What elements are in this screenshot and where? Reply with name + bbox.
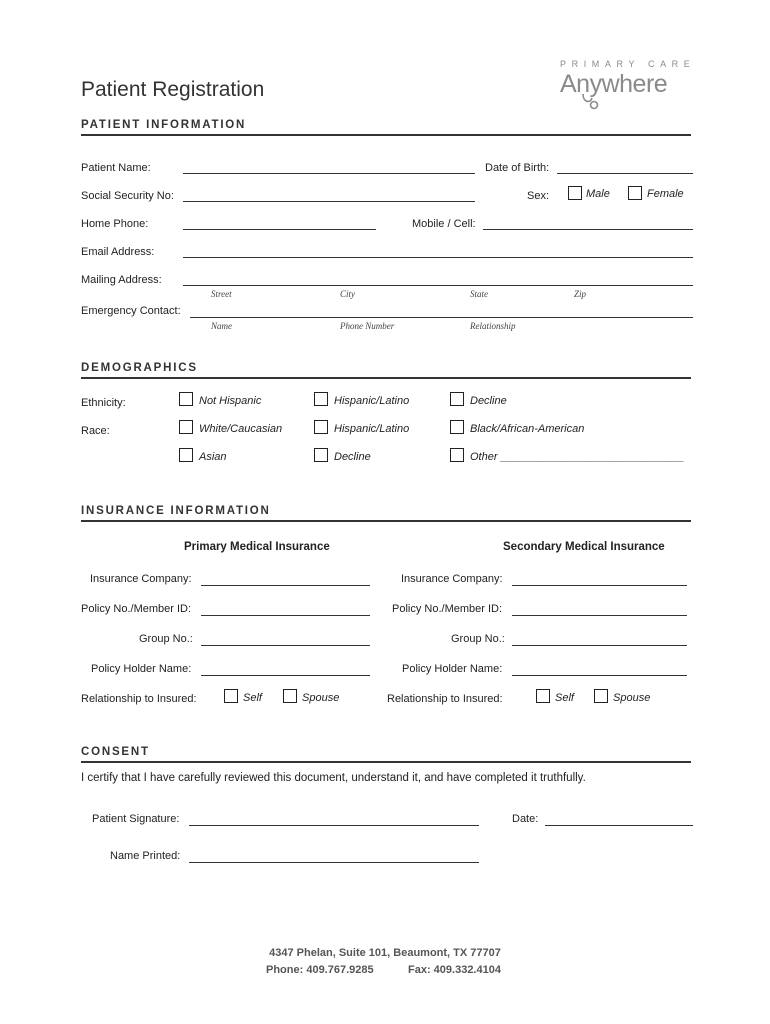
section-rule	[81, 761, 691, 763]
sex-label: Sex:	[527, 190, 550, 202]
secondary-group-field[interactable]	[512, 645, 687, 646]
race-label: Race:	[81, 425, 110, 437]
hispanic-checkbox[interactable]	[314, 392, 328, 406]
footer-fax: Fax: 409.332.4104	[408, 964, 501, 976]
email-label: Email Address:	[81, 246, 155, 258]
secondary-insurance-heading: Secondary Medical Insurance	[503, 541, 665, 553]
other-label: Other ______________________________	[470, 451, 685, 463]
primary-policy-field[interactable]	[201, 615, 370, 616]
primary-group-field[interactable]	[201, 645, 370, 646]
primary-relationship-label: Relationship to Insured:	[81, 693, 197, 705]
secondary-company-field[interactable]	[512, 585, 687, 586]
zip-caption: Zip	[574, 289, 587, 299]
section-rule	[81, 134, 691, 136]
section-heading-demographics: DEMOGRAPHICS	[81, 362, 198, 374]
primary-self-checkbox[interactable]	[224, 689, 238, 703]
logo-tagline: PRIMARY CARE	[560, 59, 696, 69]
hispanic-label: Hispanic/Latino	[334, 395, 410, 407]
city-caption: City	[340, 289, 355, 299]
primary-insurance-heading: Primary Medical Insurance	[184, 541, 330, 553]
black-checkbox[interactable]	[450, 420, 464, 434]
secondary-group-label: Group No.:	[451, 633, 505, 645]
section-heading-insurance: INSURANCE INFORMATION	[81, 505, 271, 517]
patient-name-field[interactable]	[183, 173, 475, 174]
consent-date-field[interactable]	[545, 825, 693, 826]
ethnicity-label: Ethnicity:	[81, 397, 126, 409]
page-title: Patient Registration	[81, 78, 265, 101]
dob-label: Date of Birth:	[485, 162, 550, 174]
secondary-spouse-label: Spouse	[613, 692, 651, 704]
mailing-field[interactable]	[183, 285, 693, 286]
secondary-holder-field[interactable]	[512, 675, 687, 676]
state-caption: State	[470, 289, 488, 299]
stethoscope-icon	[580, 92, 604, 112]
race-decline-label: Decline	[334, 451, 371, 463]
primary-holder-label: Policy Holder Name:	[91, 663, 192, 675]
patient-name-label: Patient Name:	[81, 162, 151, 174]
secondary-self-label: Self	[555, 692, 574, 704]
name-printed-label: Name Printed:	[110, 850, 181, 862]
white-checkbox[interactable]	[179, 420, 193, 434]
consent-statement: I certify that I have carefully reviewed this document, understand it, and have completed it truthfully.	[81, 772, 586, 784]
footer-address: 4347 Phelan, Suite 101, Beaumont, TX 77707	[269, 947, 501, 959]
secondary-policy-label: Policy No./Member ID:	[392, 603, 503, 615]
black-label: Black/African-American	[470, 423, 585, 435]
primary-spouse-label: Spouse	[302, 692, 340, 704]
ec-name-caption: Name	[211, 321, 232, 331]
mailing-label: Mailing Address:	[81, 274, 162, 286]
section-heading-patient: PATIENT INFORMATION	[81, 119, 247, 131]
mobile-field[interactable]	[483, 229, 693, 230]
secondary-self-checkbox[interactable]	[536, 689, 550, 703]
male-label: Male	[586, 188, 610, 200]
primary-group-label: Group No.:	[139, 633, 193, 645]
emergency-label: Emergency Contact:	[81, 305, 181, 317]
email-field[interactable]	[183, 257, 693, 258]
section-rule	[81, 377, 691, 379]
secondary-company-label: Insurance Company:	[401, 573, 503, 585]
signature-field[interactable]	[189, 825, 479, 826]
secondary-policy-field[interactable]	[512, 615, 687, 616]
female-checkbox[interactable]	[628, 186, 642, 200]
female-label: Female	[647, 188, 684, 200]
ec-phone-caption: Phone Number	[340, 321, 395, 331]
name-printed-field[interactable]	[189, 862, 479, 863]
street-caption: Street	[211, 289, 232, 299]
signature-label: Patient Signature:	[92, 813, 180, 825]
mobile-label: Mobile / Cell:	[412, 218, 476, 230]
secondary-spouse-checkbox[interactable]	[594, 689, 608, 703]
white-label: White/Caucasian	[199, 423, 283, 435]
section-rule	[81, 520, 691, 522]
dob-field[interactable]	[557, 173, 693, 174]
primary-policy-label: Policy No./Member ID:	[81, 603, 192, 615]
race-hispanic-checkbox[interactable]	[314, 420, 328, 434]
section-heading-consent: CONSENT	[81, 746, 150, 758]
not-hispanic-label: Not Hispanic	[199, 395, 262, 407]
consent-date-label: Date:	[512, 813, 539, 825]
male-checkbox[interactable]	[568, 186, 582, 200]
secondary-holder-label: Policy Holder Name:	[402, 663, 503, 675]
asian-label: Asian	[199, 451, 227, 463]
ec-relationship-caption: Relationship	[470, 321, 516, 331]
ssn-field[interactable]	[183, 201, 475, 202]
primary-holder-field[interactable]	[201, 675, 370, 676]
home-phone-label: Home Phone:	[81, 218, 149, 230]
home-phone-field[interactable]	[183, 229, 376, 230]
not-hispanic-checkbox[interactable]	[179, 392, 193, 406]
footer-phone: Phone: 409.767.9285	[266, 964, 374, 976]
primary-company-field[interactable]	[201, 585, 370, 586]
primary-company-label: Insurance Company:	[90, 573, 192, 585]
logo-name: Anywhere	[560, 70, 668, 98]
secondary-relationship-label: Relationship to Insured:	[387, 693, 503, 705]
race-decline-checkbox[interactable]	[314, 448, 328, 462]
ethnicity-decline-checkbox[interactable]	[450, 392, 464, 406]
asian-checkbox[interactable]	[179, 448, 193, 462]
other-checkbox[interactable]	[450, 448, 464, 462]
ethnicity-decline-label: Decline	[470, 395, 507, 407]
primary-self-label: Self	[243, 692, 262, 704]
ssn-label: Social Security No:	[81, 190, 174, 202]
emergency-field[interactable]	[190, 317, 693, 318]
race-hispanic-label: Hispanic/Latino	[334, 423, 410, 435]
primary-spouse-checkbox[interactable]	[283, 689, 297, 703]
